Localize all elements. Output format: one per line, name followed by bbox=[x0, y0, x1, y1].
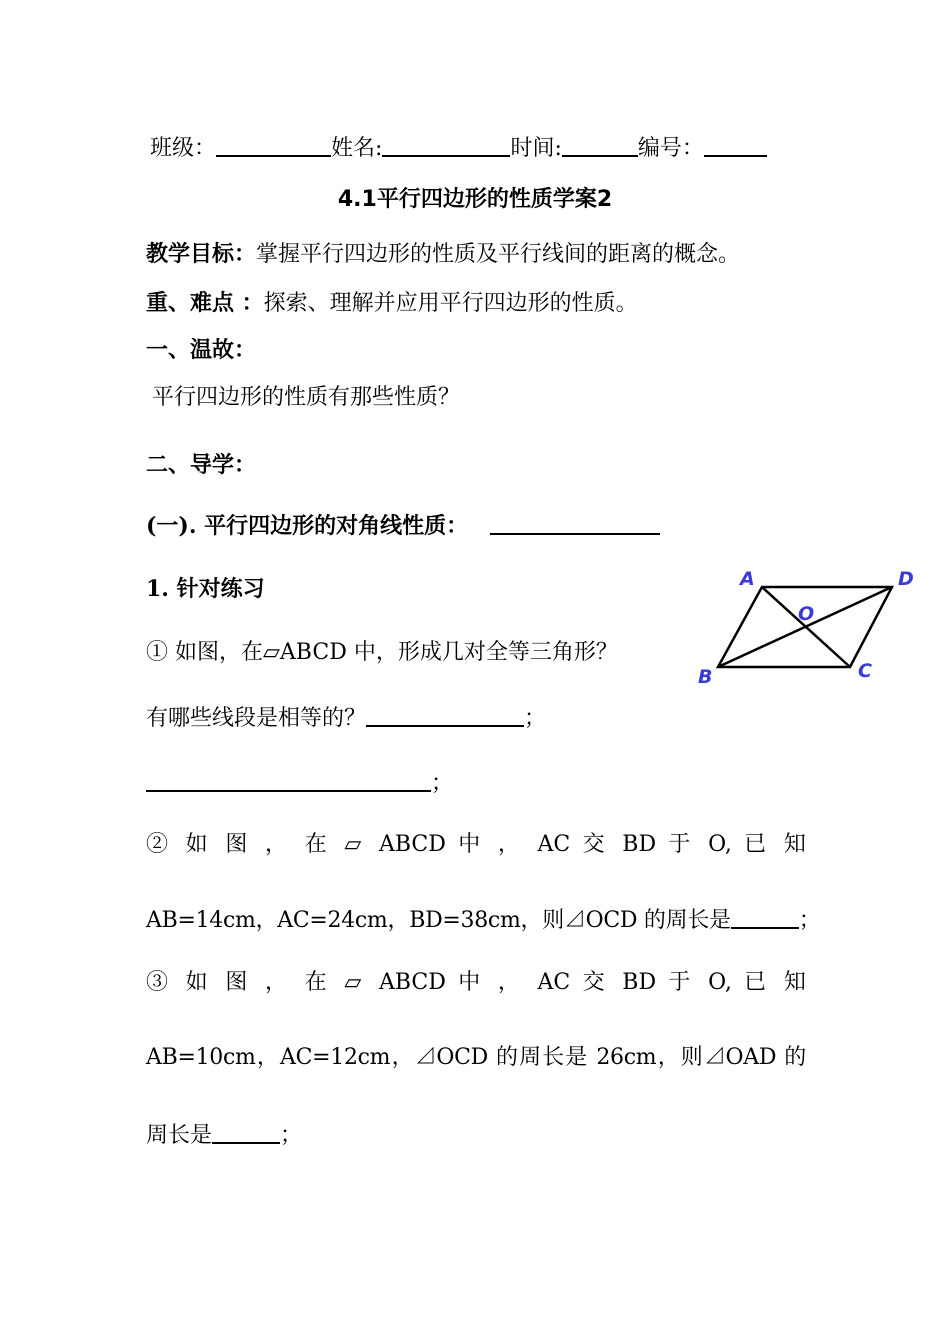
q2-w7: ， bbox=[497, 832, 526, 857]
q2-w11: 于 bbox=[668, 832, 696, 857]
q3-end: ； bbox=[280, 1123, 303, 1148]
label-c: C bbox=[858, 660, 872, 682]
label-d: D bbox=[898, 568, 914, 590]
q2-line2-text: AB=14cm，AC=24cm，BD=38cm，则⊿OCD 的周长是 bbox=[146, 908, 731, 933]
q2-w3: ， bbox=[265, 832, 293, 857]
q3-w7: ， bbox=[497, 970, 526, 995]
q3-l2-w1: 的周长是 bbox=[496, 1045, 589, 1070]
section1-heading: 一、温故： bbox=[146, 337, 257, 363]
parallelogram-lines bbox=[718, 587, 892, 667]
class-label: 班级： bbox=[150, 136, 217, 161]
q3-blank[interactable] bbox=[212, 1120, 280, 1144]
time-blank[interactable] bbox=[562, 133, 638, 157]
q2-w8: AC bbox=[537, 832, 571, 857]
diagonal-bd bbox=[718, 587, 892, 667]
q2-w14: 知 bbox=[783, 832, 806, 857]
q2-w6: 中 bbox=[458, 832, 486, 857]
q2-w1: 如 bbox=[185, 832, 214, 857]
q3-w9: 交 bbox=[582, 970, 610, 995]
key-points-label: 重、难点 ： bbox=[146, 290, 264, 316]
q2-w5: ▱ ABCD bbox=[344, 832, 446, 857]
q1-blank2[interactable] bbox=[146, 768, 431, 792]
q3-l2-w2: 26cm，则⊿OAD bbox=[596, 1045, 777, 1070]
q2-end: ； bbox=[798, 908, 821, 933]
key-points-text: 探索、理解并应用平行四边形的性质。 bbox=[263, 291, 638, 316]
q3-w11: 于 bbox=[668, 970, 696, 995]
q3-w14: 知 bbox=[783, 970, 806, 995]
q3-w8: AC bbox=[537, 970, 571, 995]
header-line bbox=[150, 133, 767, 164]
q3-w0: ③ bbox=[146, 970, 174, 995]
q1-line1: ① 如图，在▱ABCD 中，形成几对全等三角形？ bbox=[146, 640, 618, 665]
q2-w9: 交 bbox=[582, 832, 610, 857]
q1-line3-end: ； bbox=[431, 771, 454, 796]
q2-w13: 已 bbox=[744, 832, 772, 857]
time-label: 时间: bbox=[510, 136, 562, 161]
label-o: O bbox=[798, 603, 815, 625]
number-blank[interactable] bbox=[704, 133, 767, 157]
q3-l2-w0: AB=10cm，AC=12cm，⊿OCD bbox=[146, 1045, 488, 1070]
subsection1-line bbox=[146, 511, 660, 541]
q1-line2-text: 有哪些线段是相等的？ bbox=[146, 706, 367, 731]
q1-line2 bbox=[146, 703, 546, 734]
q3-w3: ， bbox=[265, 970, 293, 995]
page-title: 4.1平行四边形的性质学案2 bbox=[337, 187, 613, 212]
label-b: B bbox=[698, 666, 713, 685]
q2-w4: 在 bbox=[304, 832, 333, 857]
q1-sep: ； bbox=[524, 706, 547, 731]
diagonal-property-blank[interactable] bbox=[490, 511, 660, 535]
subsection1-heading: (一). 平行四边形的对角线性质： bbox=[146, 513, 469, 539]
q3-line1 bbox=[146, 968, 806, 998]
section1-question: 平行四边形的性质有那些性质？ bbox=[152, 385, 461, 410]
q1-blank1[interactable] bbox=[366, 703, 524, 727]
parallelogram-figure bbox=[690, 565, 920, 685]
q3-w2: 图 bbox=[225, 970, 253, 995]
objective-text: 掌握平行四边形的性质及平行线间的距离的概念。 bbox=[256, 242, 741, 267]
name-label: 姓名: bbox=[331, 136, 383, 161]
class-blank[interactable] bbox=[216, 133, 331, 157]
q2-blank[interactable] bbox=[731, 905, 799, 929]
q2-w12: O, bbox=[708, 832, 732, 857]
q3-w4: 在 bbox=[304, 970, 333, 995]
q1-line3 bbox=[146, 768, 453, 799]
practice-heading: 1. 针对练习 bbox=[146, 576, 265, 602]
section2-heading: 二、导学： bbox=[146, 452, 257, 478]
q3-w6: 中 bbox=[458, 970, 486, 995]
objective-label: 教学目标： bbox=[146, 241, 257, 267]
q2-line1 bbox=[146, 830, 806, 860]
q3-w10: BD bbox=[622, 970, 657, 995]
objective-line bbox=[146, 239, 740, 270]
q2-line2 bbox=[146, 905, 820, 936]
q2-w0: ② bbox=[146, 832, 174, 857]
q3-line2 bbox=[146, 1043, 806, 1073]
label-a: A bbox=[740, 568, 755, 590]
q2-w2: 图 bbox=[225, 832, 253, 857]
q3-l2-w3: 的 bbox=[784, 1045, 806, 1070]
q3-w5: ▱ ABCD bbox=[344, 970, 446, 995]
q3-w13: 已 bbox=[744, 970, 772, 995]
key-points-line bbox=[146, 288, 638, 319]
q3-line3-text: 周长是 bbox=[146, 1123, 213, 1148]
q3-w1: 如 bbox=[185, 970, 214, 995]
q2-w10: BD bbox=[622, 832, 657, 857]
q3-w12: O, bbox=[708, 970, 732, 995]
q3-line3 bbox=[146, 1120, 302, 1151]
number-label: 编号： bbox=[637, 136, 704, 161]
name-blank[interactable] bbox=[382, 133, 510, 157]
